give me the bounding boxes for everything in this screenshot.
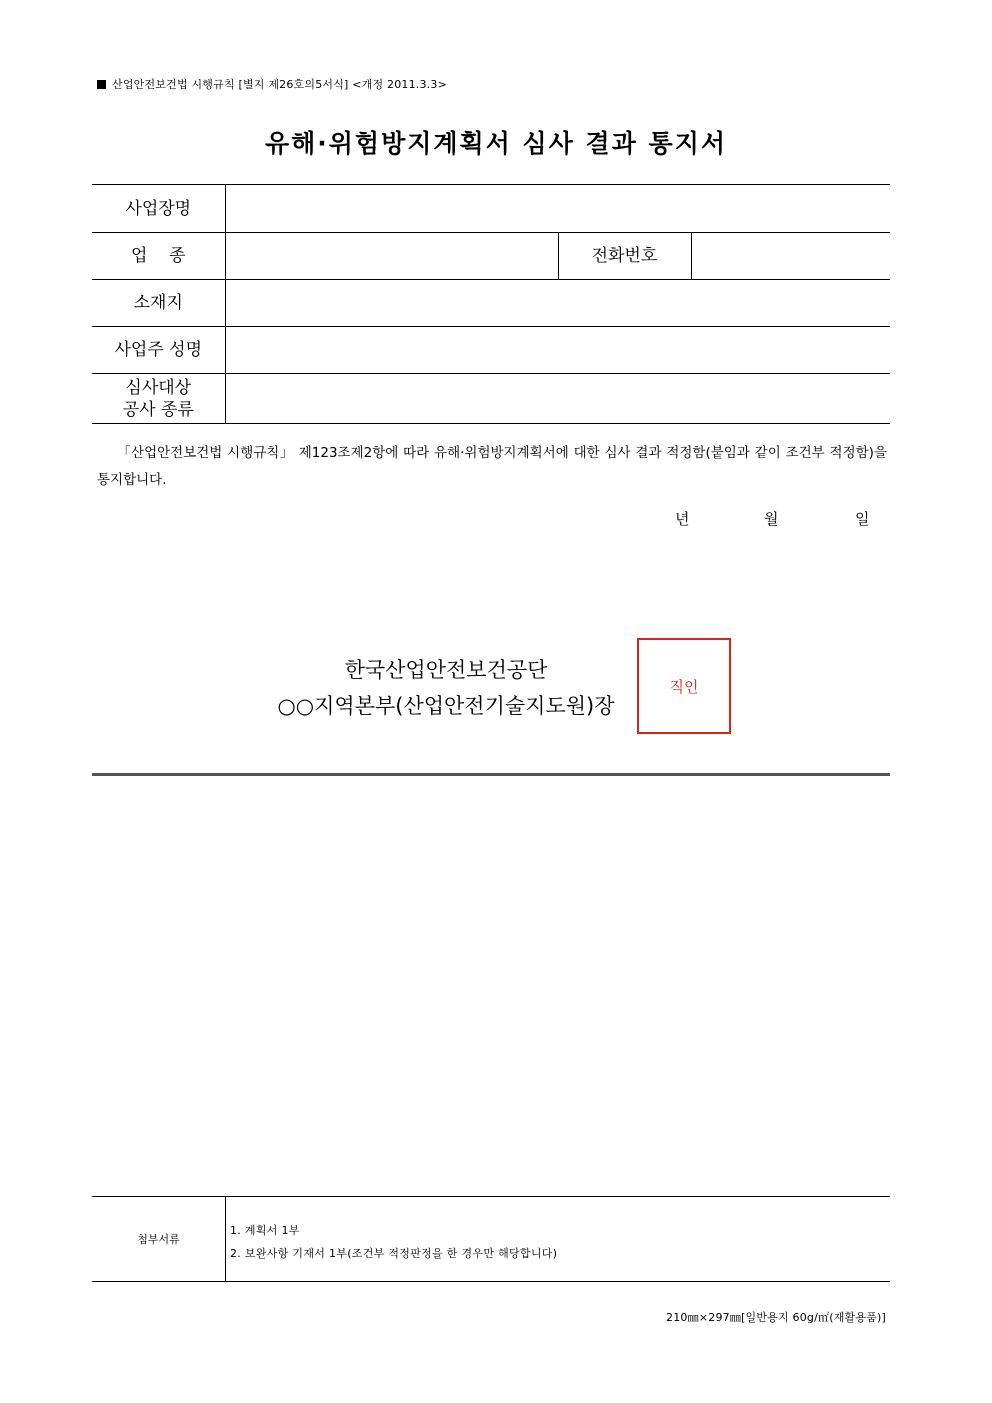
business-name-label: 사업장명 — [92, 185, 225, 233]
business-name-field[interactable] — [225, 185, 890, 233]
seal-text: 직인 — [669, 677, 699, 696]
location-field[interactable] — [225, 280, 890, 327]
attachments-list — [230, 1219, 557, 1265]
info-table — [92, 184, 890, 424]
notice-text: 「산업안전보건법 시행규칙」 제123조제2항에 따라 유해·위험방지계획서에 대한 심사 결과 적정함(붙임과 같이 조건부 적정함)을 통지합니다. — [97, 445, 887, 488]
phone-label: 전화번호 — [558, 233, 691, 280]
official-seal-box — [637, 638, 731, 734]
date-year: 년 — [675, 510, 690, 528]
form-reference-text: 산업안전보건법 시행규칙 [별지 제26호의5서식] <개정 2011.3.3> — [112, 78, 447, 91]
page-title: 유해·위험방지계획서 심사 결과 통지서 — [264, 129, 727, 158]
attachments-label: 첨부서류 — [92, 1197, 226, 1281]
square-bullet-icon — [97, 80, 106, 89]
review-target-label — [92, 374, 225, 424]
owner-name-label: 사업주 성명 — [92, 327, 225, 374]
owner-name-field[interactable] — [225, 327, 890, 374]
attachment-item: 2. 보완사항 기재서 1부(조건부 적정판정을 한 경우만 해당합니다) — [230, 1247, 558, 1260]
phone-field[interactable] — [691, 233, 890, 280]
review-target-line2: 공사 종류 — [122, 399, 194, 420]
attachments-section — [92, 1196, 890, 1282]
signature-office: ○○지역본부(산업안전기술지도원)장 — [277, 694, 615, 718]
date-day: 일 — [855, 510, 870, 528]
paper-spec: 210㎜×297㎜[일반용지 60g/㎡(재활용품)] — [666, 1311, 886, 1324]
review-target-field[interactable] — [225, 374, 890, 424]
section-divider — [92, 773, 890, 776]
industry-field[interactable] — [225, 233, 558, 280]
attachment-item: 1. 계획서 1부 — [230, 1224, 300, 1237]
review-target-line1: 심사대상 — [125, 377, 192, 398]
industry-label: 업 종 — [92, 233, 225, 280]
form-reference — [97, 76, 447, 92]
location-label: 소재지 — [92, 280, 225, 327]
signature-org: 한국산업안전보건공단 — [344, 658, 548, 682]
date-month: 월 — [764, 510, 779, 528]
